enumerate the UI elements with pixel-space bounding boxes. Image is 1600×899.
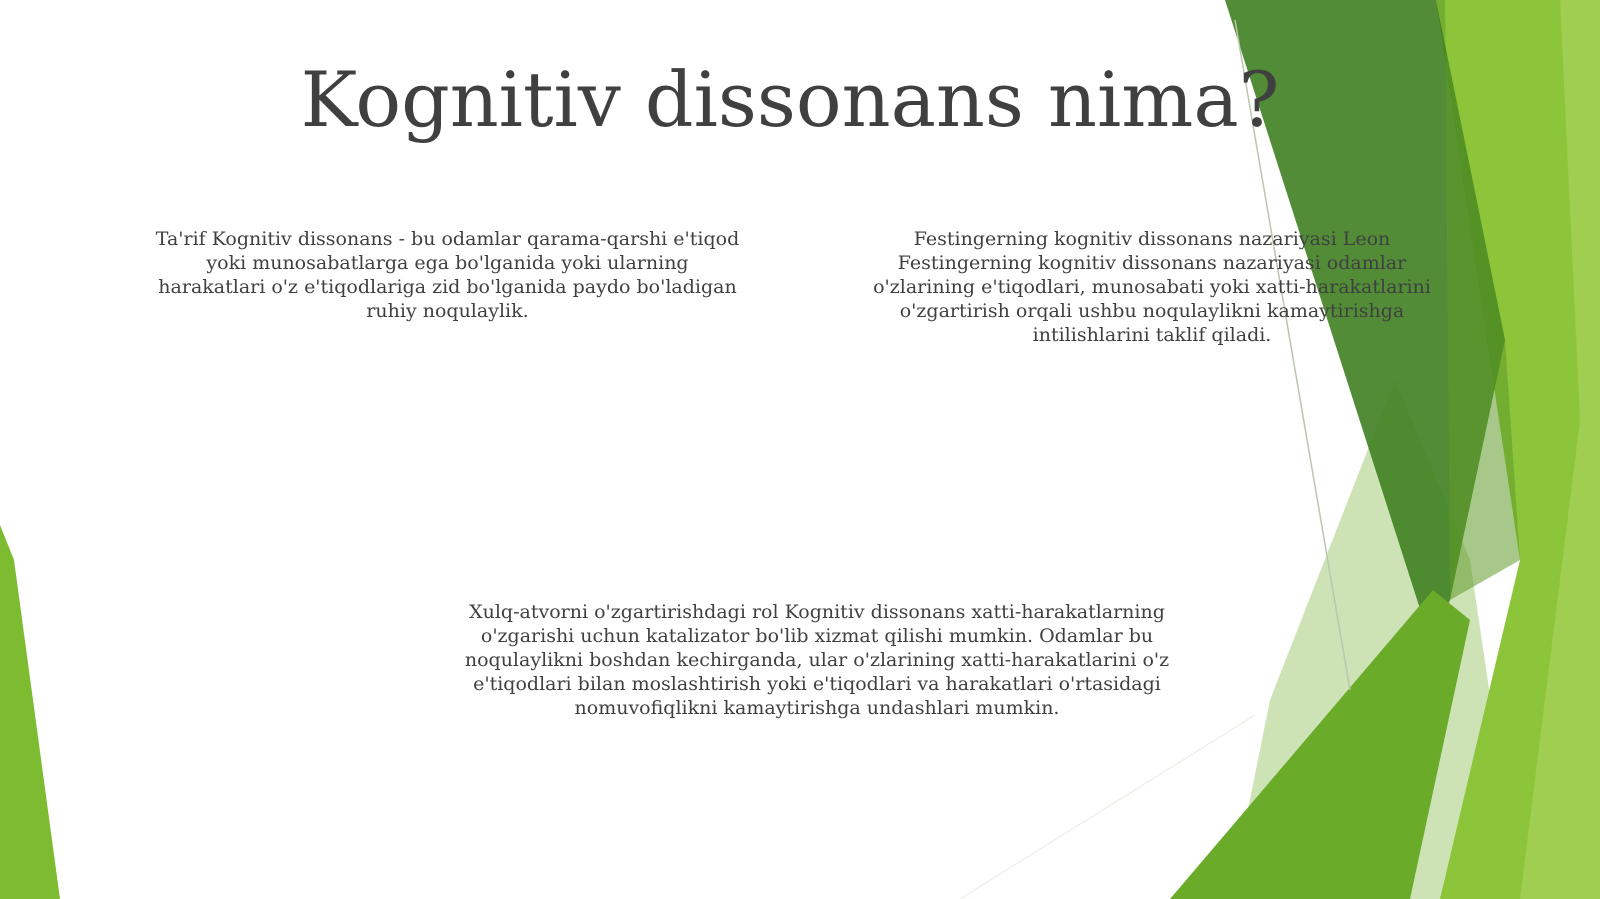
left-green-sliver — [0, 525, 60, 899]
theory-text: Festingerning kognitiv dissonans nazariyasi Leon Festingerning kognitiv dissonans nazariyasi odamlar o'zlarining e'tiqodlari, munosabati yoki xatti-harakatlarini o'zgartirish orqali ushbu noqulaylikni kamaytirishga intilishlarini taklif qiladi. — [873, 228, 1431, 346]
slide-title: Kognitiv dissonans nima? — [300, 55, 1280, 144]
behavior-role-text: Xulq-atvorni o'zgartirishdagi rol Kognitiv dissonans xatti-harakatlarning o'zgarishi uchun katalizator bo'lib xizmat qilishi mumkin. Odamlar bu noqulaylikni boshdan kechirganda, ular o'zlarining xatti-harakatlarini o'z e'tiqodlari bilan moslashtirish yoki e'tiqodlari va harakatlari o'rtasidagi nomuvofiqlikni kamaytirishga undashlari mumkin. — [464, 601, 1170, 719]
definition-text: Ta'rif Kognitiv dissonans - bu odamlar qarama-qarshi e'tiqod yoki munosabatlarga ega bo'lganida yoki ularning harakatlari o'z e'tiqodlariga zid bo'lganida paydo bo'ladigan ruhiy noqulaylik. — [155, 228, 740, 322]
